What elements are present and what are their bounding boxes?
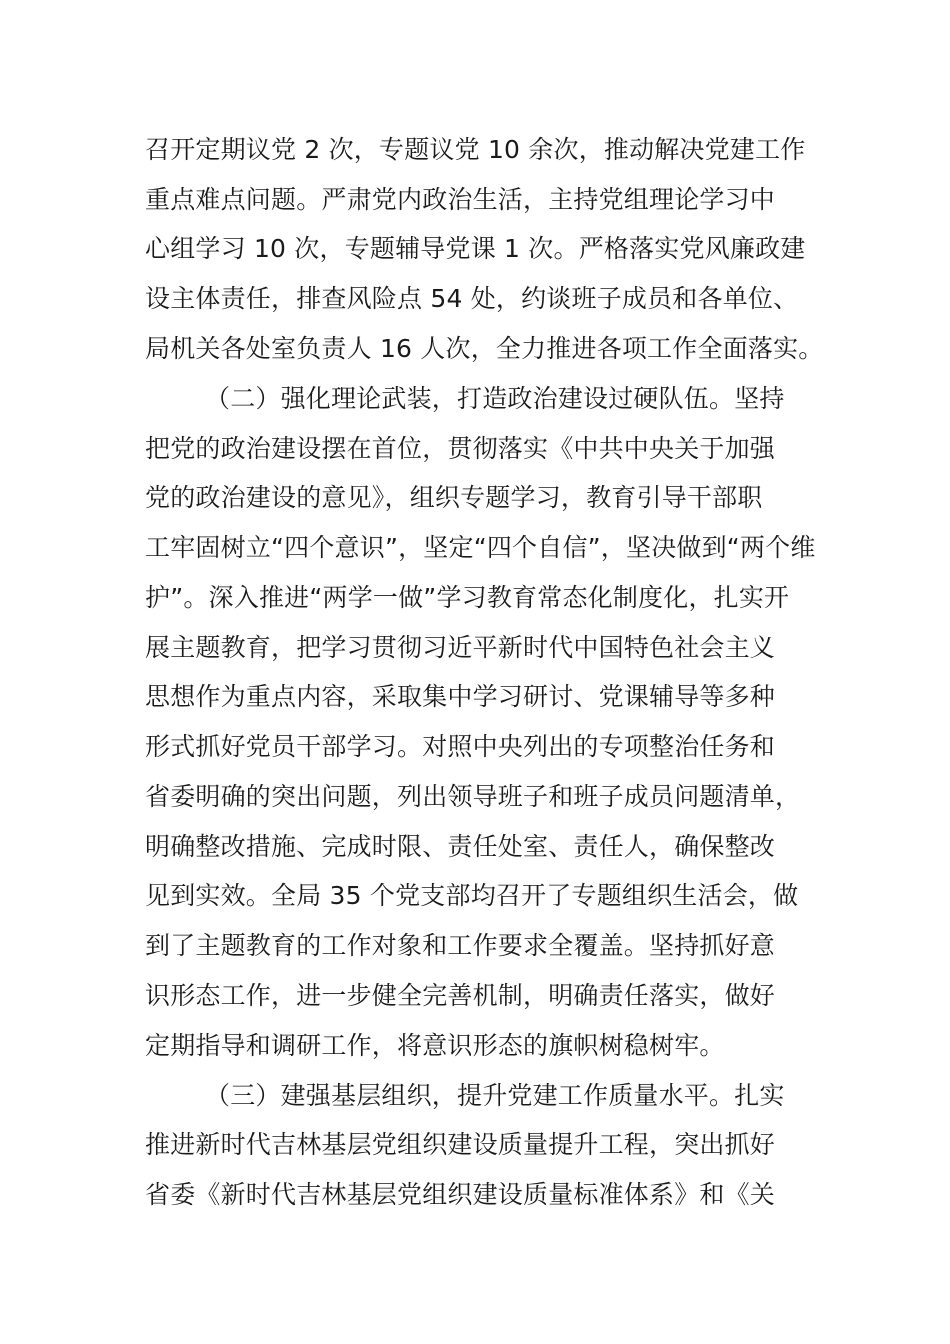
text-line: 党的政治建设的意见》，组织专题学习，教育引导干部职 xyxy=(145,483,763,512)
paragraph-heading-3: （三）建强基层组织，提升党建工作质量水平。扎实 xyxy=(205,1081,785,1110)
text-line: 重点难点问题。严肃党内政治生活，主持党组理论学习中 xyxy=(145,185,776,214)
text-line: 到了主题教育的工作对象和工作要求全覆盖。坚持抓好意 xyxy=(145,931,776,960)
text-line: 召开定期议党 2 次，专题议党 10 余次，推动解决党建工作 xyxy=(145,135,806,164)
text-line: 工牢固树立“四个意识”，坚定“四个自信”，坚决做到“两个维 xyxy=(145,533,816,562)
text-line: 展主题教育，把学习贯彻习近平新时代中国特色社会主义 xyxy=(145,633,776,662)
text-line: 见到实效。全局 35 个党支部均召开了专题组织生活会，做 xyxy=(145,881,799,910)
text-line: 省委《新时代吉林基层党组织建设质量标准体系》和《关 xyxy=(145,1180,776,1209)
text-line: 省委明确的突出问题，列出领导班子和班子成员问题清单， xyxy=(145,782,801,811)
text-line: 定期指导和调研工作，将意识形态的旗帜树稳树牢。 xyxy=(145,1031,725,1060)
text-line: 设主体责任，排查风险点 54 处，约谈班子成员和各单位、 xyxy=(145,284,799,313)
text-line: 推进新时代吉林基层党组织建设质量提升工程，突出抓好 xyxy=(145,1130,776,1159)
text-line: 明确整改措施、完成时限、责任处室、责任人，确保整改 xyxy=(145,832,776,861)
text-line: 识形态工作，进一步健全完善机制，明确责任落实，做好 xyxy=(145,981,776,1010)
text-line: 形式抓好党员干部学习。对照中央列出的专项整治任务和 xyxy=(145,732,776,761)
text-line: 局机关各处室负责人 16 人次，全力推进各项工作全面落实。 xyxy=(145,334,824,363)
text-line: 心组学习 10 次，专题辅导党课 1 次。严格落实党风廉政建 xyxy=(145,234,806,263)
text-line: 把党的政治建设摆在首位，贯彻落实《中共中央关于加强 xyxy=(145,434,776,463)
paragraph-heading-2: （二）强化理论武装，打造政治建设过硬队伍。坚持 xyxy=(205,384,785,413)
text-line: 护”。深入推进“两学一做”学习教育常态化制度化，扎实开 xyxy=(145,583,790,612)
text-line: 思想作为重点内容，采取集中学习研讨、党课辅导等多种 xyxy=(145,682,776,711)
